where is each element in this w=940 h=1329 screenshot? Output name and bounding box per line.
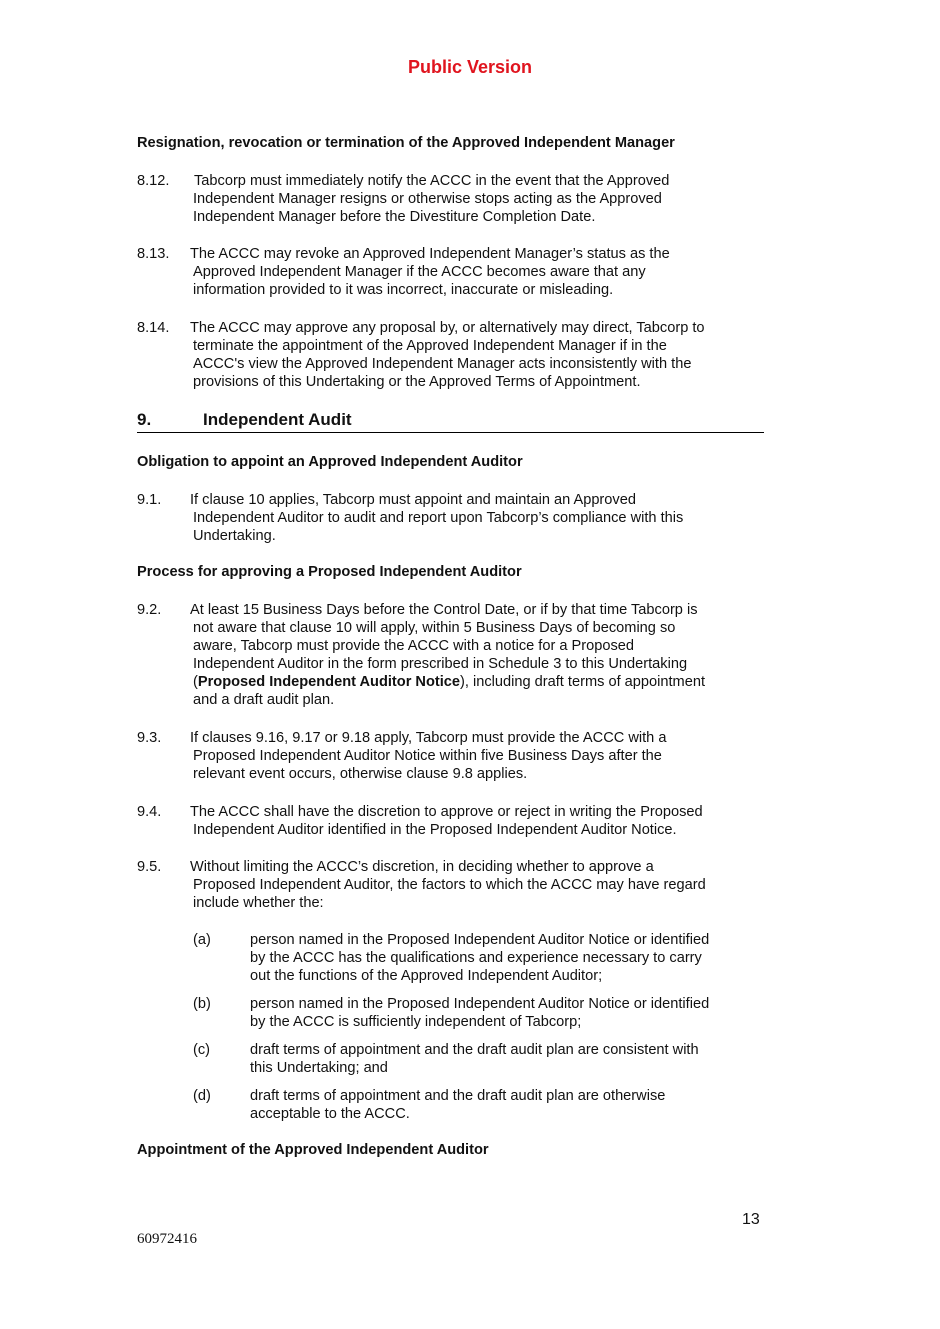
clause-number: 9.5.: [137, 859, 162, 875]
item-line: by the ACCC is sufficiently independent of Tabcorp;: [250, 1014, 582, 1030]
clause-line: provisions of this Undertaking or the Approved Terms of Appointment.: [193, 374, 641, 390]
item-line: draft terms of appointment and the draft audit plan are otherwise: [250, 1088, 666, 1104]
heading-obligation: Obligation to appoint an Approved Independent Auditor: [137, 454, 523, 470]
clause-line: include whether the:: [193, 895, 324, 911]
item-label: (b): [193, 996, 211, 1012]
page-number: 13: [742, 1211, 760, 1228]
clause-line: information provided to it was incorrect, inaccurate or misleading.: [193, 282, 614, 298]
clause-line: ACCC's view the Approved Independent Manager acts inconsistently with the: [193, 356, 692, 372]
clause-line: terminate the appointment of the Approved Independent Manager if in the: [193, 338, 667, 354]
clause-line: Independent Auditor identified in the Proposed Independent Auditor Notice.: [193, 822, 677, 838]
heading-resignation: Resignation, revocation or termination of the Approved Independent Manager: [137, 135, 675, 151]
item-line: person named in the Proposed Independent Auditor Notice or identified: [250, 932, 710, 948]
section-title: Independent Audit: [203, 410, 352, 429]
heading-process: Process for approving a Proposed Independent Auditor: [137, 564, 522, 580]
clause-line: Undertaking.: [193, 528, 276, 544]
clause-line: not aware that clause 10 will apply, within 5 Business Days of becoming so: [193, 620, 676, 636]
clause-line: If clauses 9.16, 9.17 or 9.18 apply, Tabcorp must provide the ACCC with a: [190, 730, 667, 746]
clause-number: 9.2.: [137, 602, 162, 618]
item-line: by the ACCC has the qualifications and experience necessary to carry: [250, 950, 702, 966]
clause-line: Tabcorp must immediately notify the ACCC in the event that the Approved: [194, 173, 670, 189]
clause-line: If clause 10 applies, Tabcorp must appoint and maintain an Approved: [190, 492, 636, 508]
public-version-header: Public Version: [407, 57, 533, 77]
clause-number: 8.14.: [137, 320, 170, 336]
heading-appointment: Appointment of the Approved Independent Auditor: [137, 1142, 489, 1158]
clause-line-tail: ), including draft terms of appointment: [460, 674, 706, 690]
item-label: (c): [193, 1042, 211, 1058]
clause-line: The ACCC may revoke an Approved Independent Manager’s status as the: [190, 246, 670, 262]
item-line: out the functions of the Approved Independent Auditor;: [250, 968, 603, 984]
document-id: 60972416: [137, 1231, 197, 1247]
item-label: (a): [193, 932, 211, 948]
clause-line: Independent Manager resigns or otherwise stops acting as the Approved: [193, 191, 662, 207]
defined-term: Proposed Independent Auditor Notice: [197, 674, 461, 690]
section-number: 9.: [137, 410, 152, 429]
clause-line: relevant event occurs, otherwise clause 9.8 applies.: [193, 766, 528, 782]
clause-line: Without limiting the ACCC’s discretion, in deciding whether to approve a: [190, 859, 654, 875]
paren-open: (: [193, 674, 198, 690]
clause-number: 8.12.: [137, 173, 170, 189]
item-line: draft terms of appointment and the draft audit plan are consistent with: [250, 1042, 699, 1058]
item-label: (d): [193, 1088, 211, 1104]
clause-line: Proposed Independent Auditor, the factors to which the ACCC may have regard: [193, 877, 706, 893]
clause-line: Independent Auditor to audit and report upon Tabcorp’s compliance with this: [193, 510, 684, 526]
clause-line: The ACCC shall have the discretion to approve or reject in writing the Proposed: [190, 804, 703, 820]
clause-line: Proposed Independent Auditor Notice within five Business Days after the: [193, 748, 662, 764]
item-line: person named in the Proposed Independent Auditor Notice or identified: [250, 996, 710, 1012]
item-line: this Undertaking; and: [250, 1060, 388, 1076]
clause-line: aware, Tabcorp must provide the ACCC with a notice for a Proposed: [193, 638, 635, 654]
clause-line: Independent Manager before the Divestiture Completion Date.: [193, 209, 596, 225]
clause-line: [193, 673, 705, 691]
clause-number: 9.1.: [137, 492, 162, 508]
clause-line: and a draft audit plan.: [193, 692, 335, 708]
item-line: acceptable to the ACCC.: [250, 1106, 410, 1122]
clause-number: 9.4.: [137, 804, 162, 820]
clause-line: Approved Independent Manager if the ACCC becomes aware that any: [193, 264, 646, 280]
clause-line: Independent Auditor in the form prescribed in Schedule 3 to this Undertaking: [193, 656, 688, 672]
section-heading: [137, 408, 764, 433]
clause-line: At least 15 Business Days before the Control Date, or if by that time Tabcorp is: [190, 602, 698, 618]
clause-line: The ACCC may approve any proposal by, or alternatively may direct, Tabcorp to: [190, 320, 705, 336]
clause-number: 9.3.: [137, 730, 162, 746]
clause-number: 8.13.: [137, 246, 170, 262]
